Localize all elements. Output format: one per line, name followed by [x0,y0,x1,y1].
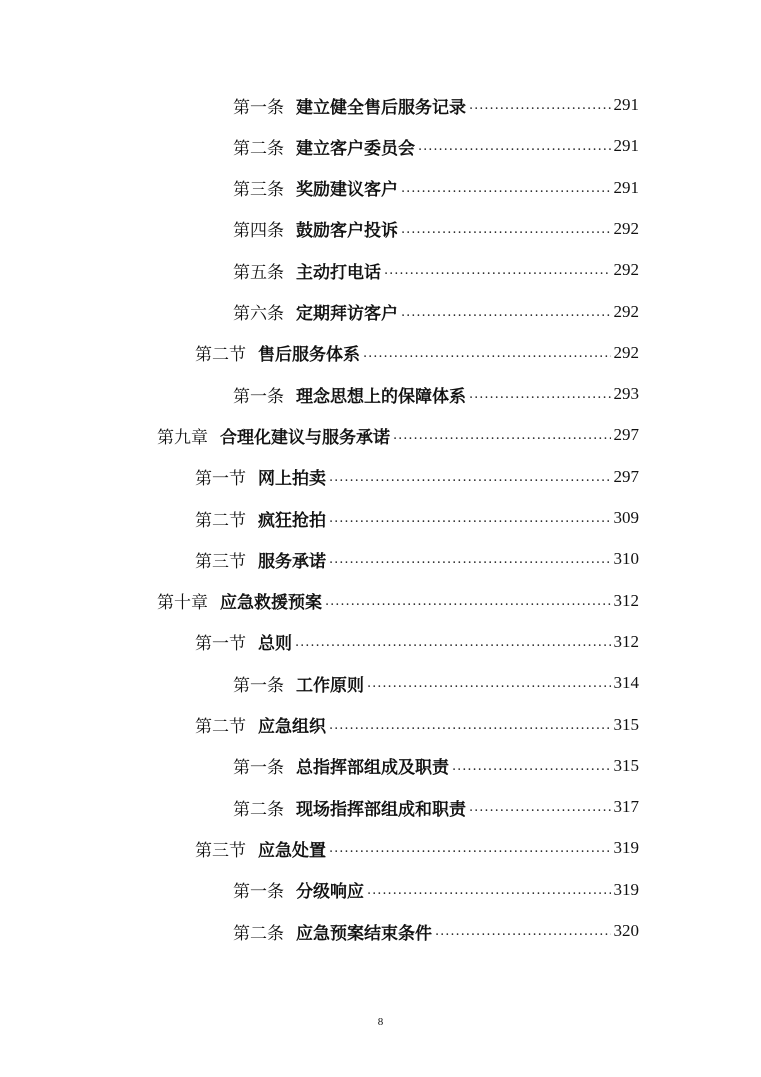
toc-entry[interactable] [233,171,639,205]
toc-entry-title: 疯狂抢拍 [258,510,326,531]
toc-entry[interactable] [195,542,639,576]
toc-entry-number: 第三条 [233,180,284,201]
toc-leader-dots [401,171,611,205]
toc-entry-page: 317 [613,797,639,817]
toc-entry-title: 奖励建议客户 [296,180,398,201]
toc-entry-page: 292 [613,260,639,280]
toc-entry[interactable] [233,873,639,907]
toc-entry-page: 291 [613,95,639,114]
toc-leader-dots [325,584,611,618]
toc-entry[interactable] [233,377,639,411]
toc-leader-dots [469,88,611,122]
toc-entry[interactable] [195,708,639,742]
toc-entry-number: 第四条 [233,221,284,242]
toc-entry-title: 工作原则 [296,675,364,696]
toc-entry-page: 297 [613,425,639,445]
toc-entry[interactable] [157,584,639,618]
toc-entry-page: 309 [613,508,639,527]
toc-entry-page: 319 [613,879,639,899]
toc-entry-title: 主动打电话 [296,262,381,283]
toc-entry-title: 网上拍卖 [258,469,326,490]
toc-entry-number: 第一节 [195,469,246,490]
toc-entry-page: 312 [613,590,639,610]
toc-entry-number: 第二节 [195,345,246,366]
toc-entry-title: 售后服务体系 [258,345,360,366]
toc-entry-title: 应急组织 [258,717,326,737]
toc-entry-number: 第五条 [233,262,284,283]
toc-entry-title: 总则 [258,634,292,655]
toc-entry-number: 第二条 [233,138,284,159]
toc-entry-number: 第九章 [157,427,208,448]
toc-entry-number: 第一条 [233,386,284,407]
toc-entry-page: 297 [613,466,639,486]
toc-entry-number: 第一节 [195,634,246,655]
toc-leader-dots [384,253,611,287]
toc-entry[interactable] [233,295,639,329]
toc-entry-page: 315 [613,714,639,734]
toc-entry[interactable] [195,625,639,659]
toc-entry-page: 292 [613,218,639,238]
toc-leader-dots [329,831,611,865]
toc-entry-page: 310 [613,549,639,569]
toc-entry[interactable] [233,129,639,163]
toc-entry-page: 291 [613,136,639,156]
page-number: 8 [377,1016,384,1028]
toc-leader-dots [367,873,611,907]
toc-entry[interactable] [195,336,639,370]
toc-entry-number: 第二节 [195,717,246,737]
toc-entry-page: 292 [613,301,639,321]
toc-entry[interactable] [195,831,639,865]
toc-entry-number: 第十章 [157,593,208,614]
toc-entry-page: 320 [613,921,639,940]
toc-entry-page: 314 [613,673,639,693]
toc-entry[interactable] [195,460,639,494]
toc-leader-dots [469,377,611,411]
toc-entry-page: 291 [613,177,639,197]
toc-entry[interactable] [233,914,639,948]
toc-entry-title: 现场指挥部组成和职责 [296,799,466,820]
toc-leader-dots [393,418,611,452]
toc-entry-number: 第二条 [233,799,284,820]
toc-entry-title: 合理化建议与服务承诺 [220,427,390,448]
toc-entry-number: 第一条 [233,97,284,118]
toc-entry[interactable] [233,88,639,122]
toc-entry-number: 第二条 [233,923,284,944]
toc-entry[interactable] [157,418,639,452]
toc-entry-title: 理念思想上的保障体系 [296,386,466,407]
toc-leader-dots [329,708,611,742]
toc-entry[interactable] [233,212,639,246]
toc-entry-title: 总指挥部组成及职责 [296,758,449,779]
toc-entry-number: 第三节 [195,551,246,572]
toc-entry-title: 建立健全售后服务记录 [296,97,466,118]
toc-entry-page: 315 [613,755,639,775]
toc-entry-number: 第一条 [233,882,284,903]
toc-entry-number: 第六条 [233,304,284,324]
toc-leader-dots [435,914,611,948]
toc-leader-dots [418,129,611,163]
toc-entry[interactable] [233,749,639,783]
toc-entry[interactable] [195,501,639,535]
toc-entry-number: 第一条 [233,758,284,779]
toc-leader-dots [329,542,611,576]
toc-leader-dots [329,501,611,535]
toc-entry-title: 应急处置 [258,840,326,861]
toc-leader-dots [363,336,611,370]
toc-entry-page: 319 [613,838,639,858]
toc-entry-page: 293 [613,384,639,404]
toc-entry-page: 292 [613,342,639,362]
toc-entry-title: 服务承诺 [258,551,326,572]
toc-leader-dots [452,749,611,783]
toc-entry-title: 应急预案结束条件 [296,923,432,944]
toc-entry-number: 第二节 [195,510,246,531]
toc-entry-title: 分级响应 [296,882,364,903]
toc-entry[interactable] [233,666,639,700]
toc-entry[interactable] [233,790,639,824]
toc-leader-dots [401,212,611,246]
toc-entry-title: 建立客户委员会 [296,138,415,159]
toc-entry-number: 第三节 [195,840,246,861]
toc-entry-title: 鼓励客户投诉 [296,221,398,242]
toc-leader-dots [295,625,611,659]
toc-entry-title: 应急救援预案 [220,593,322,614]
toc-leader-dots [367,666,611,700]
toc-entry-number: 第一条 [233,675,284,696]
toc-entry-title: 定期拜访客户 [296,304,398,324]
toc-leader-dots [329,460,611,494]
toc-leader-dots [401,295,611,329]
toc-leader-dots [469,790,611,824]
toc-entry[interactable] [233,253,639,287]
toc-entry-page: 312 [613,631,639,651]
